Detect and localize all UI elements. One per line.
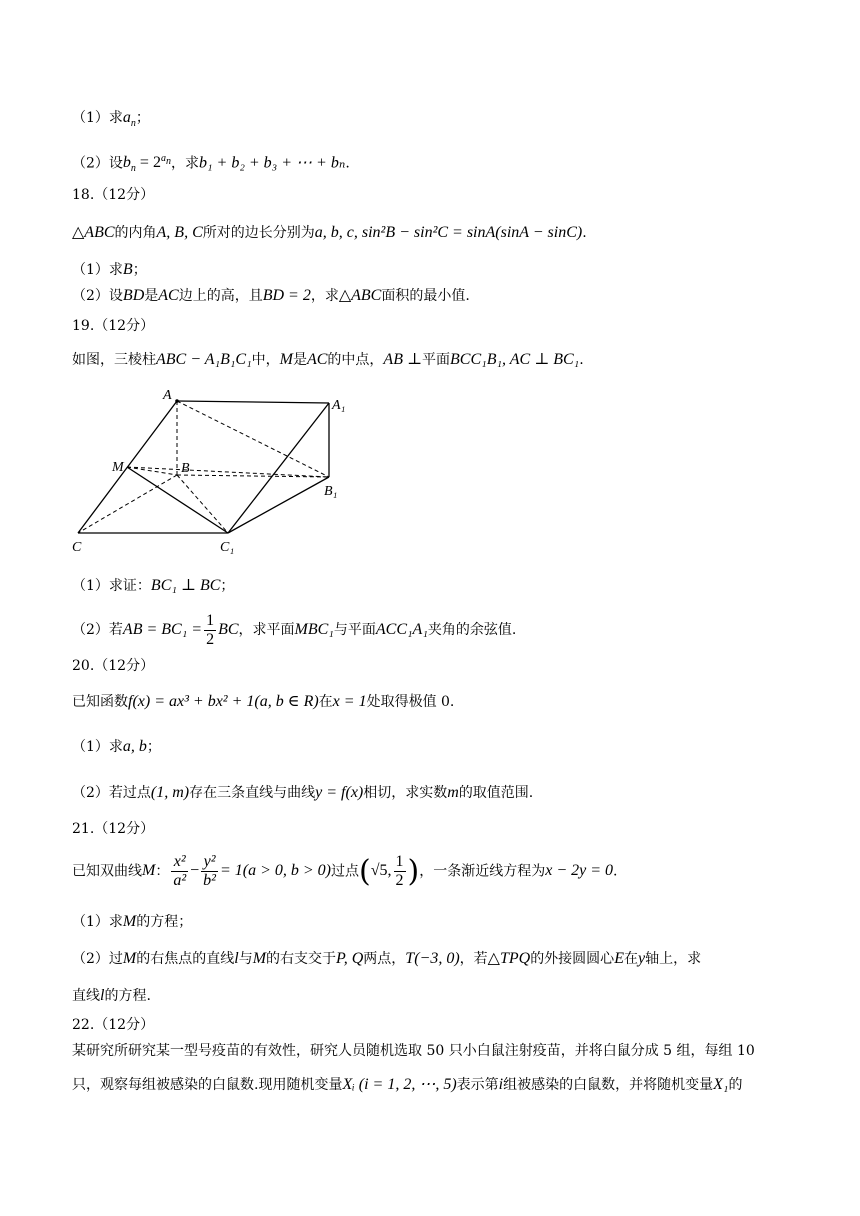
q21-p1-prefix: （1）求 <box>72 914 123 930</box>
q21-t0: 已知双曲线 <box>72 863 142 880</box>
q22-l2-t2: 组被感染的白鼠数，并将随机变量 <box>503 1077 714 1093</box>
label-C1: C₁ <box>220 540 235 555</box>
q18-p2-bd2: BD = 2 <box>262 287 311 304</box>
q21-part2-line2 <box>72 986 151 1007</box>
q21-p2-t7: 在 <box>623 951 638 967</box>
q19-p2-plane1: MBC₁ <box>294 621 334 639</box>
q18-p2-t2: 边上的高，且 <box>178 288 263 304</box>
q18-p1-suffix: ； <box>132 262 147 278</box>
q19-end: . <box>579 352 584 368</box>
q21-part1 <box>72 912 192 933</box>
q18-text2: 所对的边长分别为 <box>202 225 315 241</box>
q21-p2-t-point: T(−3, 0) <box>405 950 460 967</box>
q19-p2-prefix: （2）若 <box>72 622 123 639</box>
q21-frac-x: $\frac{\text{x²}}{\text{a²}}$ <box>173 853 187 889</box>
q17-part2 <box>72 152 350 176</box>
q21-p2-t1: 的右焦点的直线 <box>136 951 235 967</box>
q18-p2-prefix: （2）设 <box>72 288 123 304</box>
q21-p2-m2: M <box>252 950 267 967</box>
q18-stem <box>72 223 587 244</box>
q21-point-y: $\frac{1}{2}$ <box>395 853 404 889</box>
q18-p2-t3: ，求 <box>310 288 339 304</box>
q18-triangle: △ABC <box>72 224 115 241</box>
q19-ab-perp: AB ⊥ <box>383 351 423 368</box>
q21-colon: ： <box>155 863 170 880</box>
q19-p2-t2: 与平面 <box>333 622 376 639</box>
q21-p1-suffix: 的方程； <box>136 914 193 930</box>
q19-p2-plane2: ACC₁A₁ <box>375 621 428 639</box>
q19-p2-half: $\frac{1}{2}$ <box>206 612 215 648</box>
q20-p2-prefix: （2）若过点 <box>72 785 151 801</box>
q19-p1-suffix: ； <box>220 578 235 594</box>
q17-p1-suffix: ； <box>135 110 150 126</box>
q17-p1-math: $a_n$ <box>122 109 136 130</box>
q18-equation: a, b, c, sin²B − sin²C = sinA(sinA − sinC) <box>314 224 583 241</box>
q21-minus: − <box>190 862 200 880</box>
q22-line1: 某研究所研究某一型号疫苗的有效性，研究人员随机选取 50 只小白鼠注射疫苗，并将白鼠分成 5 组，每组 10 <box>72 1043 755 1059</box>
q21-p1-math: M <box>122 913 137 930</box>
q20-stem <box>72 692 454 713</box>
q21-p2-pq: P, Q <box>336 950 364 967</box>
q20-p2-m: m <box>447 784 459 801</box>
label-A1: A₁ <box>332 398 346 413</box>
q22-l2-pre: 只，观察每组被感染的白鼠数.现用随机变量 <box>72 1077 343 1093</box>
q21-p2-l2-l: l <box>100 987 105 1004</box>
q18-angles: A, B, C <box>156 224 203 241</box>
q21-p2-l2-pre: 直线 <box>72 988 100 1004</box>
q19-part1 <box>72 576 234 597</box>
q18-p2-tri: △ABC <box>338 287 382 304</box>
q19-ac: AC <box>306 351 328 368</box>
label-C: C <box>72 540 82 555</box>
q20-t1: 在 <box>318 694 333 710</box>
q22-l2-suffix: 的 <box>728 1077 743 1093</box>
q19-t4: 平面 <box>422 352 451 368</box>
q19-header: 19.（12分） <box>72 318 155 334</box>
q18-p2-suffix: 面积的最小值. <box>381 288 470 304</box>
q19-prism: ABC − A₁B₁C₁ <box>156 351 252 368</box>
q21-end: . <box>613 863 618 880</box>
q21-cond: = 1(a > 0, b > 0) <box>219 862 331 880</box>
q18-p2-bd: BD <box>122 287 145 304</box>
q22-line2 <box>72 1075 742 1096</box>
q21-p2-m1: M <box>122 950 137 967</box>
q21-p2-prefix: （2）过 <box>72 951 123 967</box>
q17-part1 <box>72 108 150 130</box>
q21-p2-t8: 轴上，求 <box>645 951 702 967</box>
q21-M: M <box>142 862 156 880</box>
q20-p2-point: (1, m) <box>150 784 190 801</box>
q18-part2 <box>72 286 470 307</box>
q20-func: f(x) = ax³ + bx² + 1(a, b ∈ R) <box>128 693 319 710</box>
q22-l2-i: i <box>498 1076 504 1093</box>
q20-part1 <box>72 737 161 758</box>
q19-p2-bc: BC <box>218 621 239 639</box>
prism-figure <box>60 385 360 560</box>
q18-p1-math: B <box>122 261 133 278</box>
q18-end: . <box>582 225 587 241</box>
q19-t0: 如图，三棱柱 <box>72 352 156 368</box>
q20-p2-t1: 存在三条直线与曲线 <box>189 785 316 801</box>
q21-part2 <box>72 949 701 970</box>
q21-t2: ，一条渐近线方程为 <box>419 863 546 880</box>
q19-p2-eq: AB = BC₁ = <box>122 621 203 639</box>
q20-p2-curve: y = f(x) <box>315 784 364 801</box>
q21-stem: 已知双曲线M： $\frac{\text{x²}}{\text{a²}}$ − $\frac{\text{y²}}{\text{b²}}$ = 1(a > 0, b > 0)过点(√5, $\frac{1}{2}$ )，一条渐近线方程为x − 2y = 0. <box>72 853 618 889</box>
q21-frac-y: $\frac{\text{y²}}{\text{b²}}$ <box>203 853 216 889</box>
q21-p2-l2-suffix: 的方程. <box>104 988 151 1004</box>
q19-p2-suffix: 夹角的余弦值. <box>427 622 517 639</box>
q21-p2-e: E <box>614 950 624 967</box>
q21-point-x: √5, <box>370 862 392 880</box>
q17-p1-prefix: （1）求 <box>72 110 123 126</box>
q21-p2-t4: 两点， <box>363 951 406 967</box>
q19-t1: 中， <box>251 352 280 368</box>
q19-plane: BCC₁B₁, AC ⊥ BC₁ <box>450 351 580 368</box>
q20-p1-prefix: （1）求 <box>72 739 123 755</box>
label-M: M <box>112 460 124 475</box>
q22-l2-x1: X₁ <box>713 1076 729 1093</box>
q20-p2-suffix: 的取值范围. <box>458 785 534 801</box>
q18-header: 18.（12分） <box>72 187 155 203</box>
q21-t1: 过点 <box>331 863 359 880</box>
q20-t2: 处取得极值 0. <box>366 694 455 710</box>
q20-p2-t2: 相切，求实数 <box>363 785 448 801</box>
q21-p2-t3: 的右支交于 <box>266 951 337 967</box>
label-A: A <box>163 388 172 403</box>
q19-p1-math: BC₁ ⊥ BC <box>150 577 221 594</box>
q19-p1-prefix: （1）求证： <box>72 578 151 594</box>
q19-stem <box>72 350 584 371</box>
q20-t0: 已知函数 <box>72 694 128 710</box>
q21-header: 21.（12分） <box>72 821 155 837</box>
q22-l2-t1: 表示第 <box>456 1077 499 1093</box>
q22-header: 22.（12分） <box>72 1017 155 1033</box>
q20-part2 <box>72 783 533 804</box>
q20-x1: x = 1 <box>332 693 367 710</box>
q22-l2-xi: Xᵢ (i = 1, 2, ⋯, 5) <box>342 1076 457 1093</box>
q21-p2-tri: △TPQ <box>487 950 531 967</box>
q17-p2-end: . <box>345 155 350 172</box>
q19-m: M <box>279 351 293 368</box>
q18-part1 <box>72 260 147 281</box>
q19-t2: 是 <box>292 352 307 368</box>
q17-p2-sum: b₁ + b₂ + b₃ + ⋯ + bₙ <box>198 154 346 172</box>
q18-text1: 的内角 <box>114 225 157 241</box>
q19-t3: 的中点， <box>327 352 384 368</box>
label-B: B <box>181 461 190 476</box>
q19-part2 <box>72 612 516 648</box>
q20-p1-math: a, b <box>122 738 147 755</box>
label-B1: B₁ <box>324 484 338 499</box>
q17-p2-mid: ，求 <box>170 155 199 172</box>
q21-p2-l: l <box>234 950 239 967</box>
q20-p1-suffix: ； <box>146 739 161 755</box>
q21-p2-t6: 的外接圆圆心 <box>530 951 615 967</box>
q21-p2-y: y <box>637 950 646 967</box>
q21-p2-t2: 与 <box>238 951 253 967</box>
q21-asymptote: x − 2y = 0 <box>545 862 614 880</box>
q19-p2-t1: ，求平面 <box>238 622 295 639</box>
q18-p1-prefix: （1）求 <box>72 262 123 278</box>
q21-p2-t5: ，若 <box>459 951 488 967</box>
q18-p2-t1: 是 <box>144 288 159 304</box>
q20-header: 20.（12分） <box>72 658 155 674</box>
q18-p2-ac: AC <box>158 287 179 304</box>
q17-p2-prefix: （2）设 <box>72 155 123 172</box>
q17-p2-math: $b_n = 2^{a_n}$ <box>122 153 171 175</box>
